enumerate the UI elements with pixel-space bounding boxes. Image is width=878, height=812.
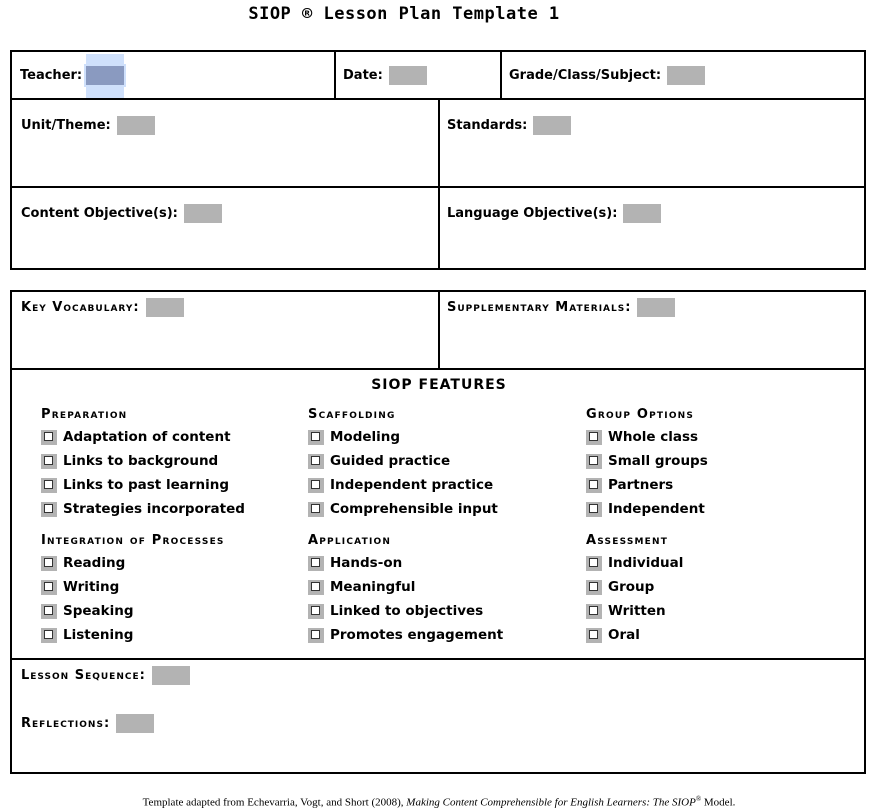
checkbox-icon[interactable] [586,604,602,619]
language-objective-row [447,204,661,223]
language-objective-field[interactable] [623,204,661,223]
checkbox-icon[interactable] [41,556,57,571]
group-heading: Application [308,533,392,548]
checkbox-item[interactable] [586,623,683,647]
registered-mark: ® [695,795,702,803]
citation-book-title: Making Content Comprehensible for English Learners: The SIOP [406,796,696,809]
checkbox-item[interactable] [41,449,245,473]
teacher-label: Teacher: [20,68,83,83]
checkbox-item[interactable] [586,473,708,497]
checkbox-icon[interactable] [41,580,57,595]
group-heading: Scaffolding [308,407,396,422]
checkbox-icon[interactable] [308,580,324,595]
checkbox-item[interactable] [308,473,498,497]
lesson-sequence-label: Lesson Sequence: [21,668,146,683]
checkbox-label: Oral [608,627,640,643]
checkbox-icon[interactable] [308,556,324,571]
group-group-options [586,405,708,521]
checkbox-item[interactable] [41,473,245,497]
checkbox-label: Links to background [63,453,219,469]
checkbox-label: Reading [63,555,126,571]
checkbox-label: Speaking [63,603,134,619]
checkbox-label: Small groups [608,453,708,469]
group-scaffolding [308,405,498,521]
grade-row [509,66,705,85]
checkbox-icon[interactable] [41,604,57,619]
checkbox-icon[interactable] [308,430,324,445]
checkbox-item[interactable] [41,575,225,599]
checkbox-item[interactable] [41,425,245,449]
checkbox-label: Individual [608,555,684,571]
checkbox-label: Group [608,579,655,595]
checkbox-label: Writing [63,579,120,595]
checkbox-icon[interactable] [41,478,57,493]
key-vocabulary-field[interactable] [146,298,184,317]
checkbox-item[interactable] [586,425,708,449]
checkbox-label: Written [608,603,666,619]
checkbox-icon[interactable] [41,430,57,445]
checkbox-label: Partners [608,477,674,493]
date-field[interactable] [389,66,427,85]
checkbox-icon[interactable] [586,502,602,517]
teacher-field[interactable] [86,66,124,85]
divider [438,98,440,270]
checkbox-item[interactable] [308,551,503,575]
citation-prefix: Template adapted from Echevarria, Vogt, and Short (2008), [142,796,407,809]
checkbox-icon[interactable] [586,556,602,571]
checkbox-label: Strategies incorporated [63,501,245,517]
group-heading: Assessment [586,533,669,548]
reflections-label: Reflections: [21,716,111,731]
group-assessment [586,531,683,647]
supplementary-materials-row [447,298,675,317]
checkbox-item[interactable] [308,449,498,473]
grade-label: Grade/Class/Subject: [509,68,662,83]
divider [334,50,336,99]
group-integration-of-processes [41,531,225,647]
checkbox-icon[interactable] [586,430,602,445]
checkbox-label: Hands-on [330,555,403,571]
key-vocabulary-row [21,298,184,317]
standards-row [447,116,571,135]
checkbox-label: Links to past learning [63,477,230,493]
checkbox-item[interactable] [41,551,225,575]
checkbox-icon[interactable] [586,580,602,595]
checkbox-item[interactable] [586,599,683,623]
unit-label: Unit/Theme: [21,118,111,133]
checkbox-item[interactable] [308,425,498,449]
checkbox-icon[interactable] [586,478,602,493]
checkbox-label: Modeling [330,429,401,445]
lesson-sequence-row [21,666,190,685]
citation-suffix: Model. [701,796,736,809]
standards-label: Standards: [447,118,528,133]
group-preparation [41,405,245,521]
checkbox-icon[interactable] [308,604,324,619]
group-application [308,531,503,647]
checkbox-item[interactable] [586,551,683,575]
checkbox-icon[interactable] [41,628,57,643]
checkbox-item[interactable] [308,497,498,521]
checkbox-label: Comprehensible input [330,501,498,517]
checkbox-label: Independent practice [330,477,494,493]
checkbox-label: Guided practice [330,453,451,469]
checkbox-item[interactable] [41,599,225,623]
checkbox-icon[interactable] [586,628,602,643]
unit-field[interactable] [117,116,155,135]
checkbox-label: Independent [608,501,705,517]
checkbox-label: Whole class [608,429,699,445]
key-vocabulary-label: Key Vocabulary: [21,300,140,315]
lesson-sequence-field[interactable] [152,666,190,685]
checkbox-label: Promotes engagement [330,627,504,643]
date-label: Date: [343,68,383,83]
divider [438,290,440,370]
divider [10,658,866,660]
content-objective-label: Content Objective(s): [21,206,178,221]
unit-row [21,116,155,135]
checkbox-item[interactable] [308,575,503,599]
content-objective-field[interactable] [184,204,222,223]
checkbox-item[interactable] [586,575,683,599]
supplementary-materials-field[interactable] [637,298,675,317]
checkbox-icon[interactable] [308,478,324,493]
teacher-row [20,66,124,85]
checkbox-label: Linked to objectives [330,603,484,619]
reflections-field[interactable] [116,714,154,733]
language-objective-label: Language Objective(s): [447,206,618,221]
checkbox-icon[interactable] [308,454,324,469]
citation-footer [0,795,878,809]
checkbox-item[interactable] [308,623,503,647]
checkbox-icon[interactable] [308,502,324,517]
date-row [343,66,427,85]
teacher-field-wrap [86,66,124,85]
standards-field[interactable] [533,116,571,135]
checkbox-label: Adaptation of content [63,429,231,445]
siop-features-heading: SIOP FEATURES [371,377,507,393]
document-title: SIOP ® Lesson Plan Template 1 [248,4,560,24]
reflections-row [21,714,154,733]
checkbox-item[interactable] [41,623,225,647]
checkbox-label: Meaningful [330,579,416,595]
checkbox-icon[interactable] [308,628,324,643]
grade-field[interactable] [667,66,705,85]
checkbox-icon[interactable] [41,454,57,469]
group-heading: Group Options [586,407,695,422]
checkbox-item[interactable] [308,599,503,623]
checkbox-item[interactable] [586,449,708,473]
checkbox-label: Listening [63,627,134,643]
divider [500,50,502,99]
checkbox-item[interactable] [41,497,245,521]
group-heading: Preparation [41,407,128,422]
checkbox-item[interactable] [586,497,708,521]
checkbox-icon[interactable] [41,502,57,517]
group-heading: Integration of Processes [41,533,225,548]
checkbox-icon[interactable] [586,454,602,469]
supplementary-materials-label: Supplementary Materials: [447,300,632,315]
content-objective-row [21,204,222,223]
